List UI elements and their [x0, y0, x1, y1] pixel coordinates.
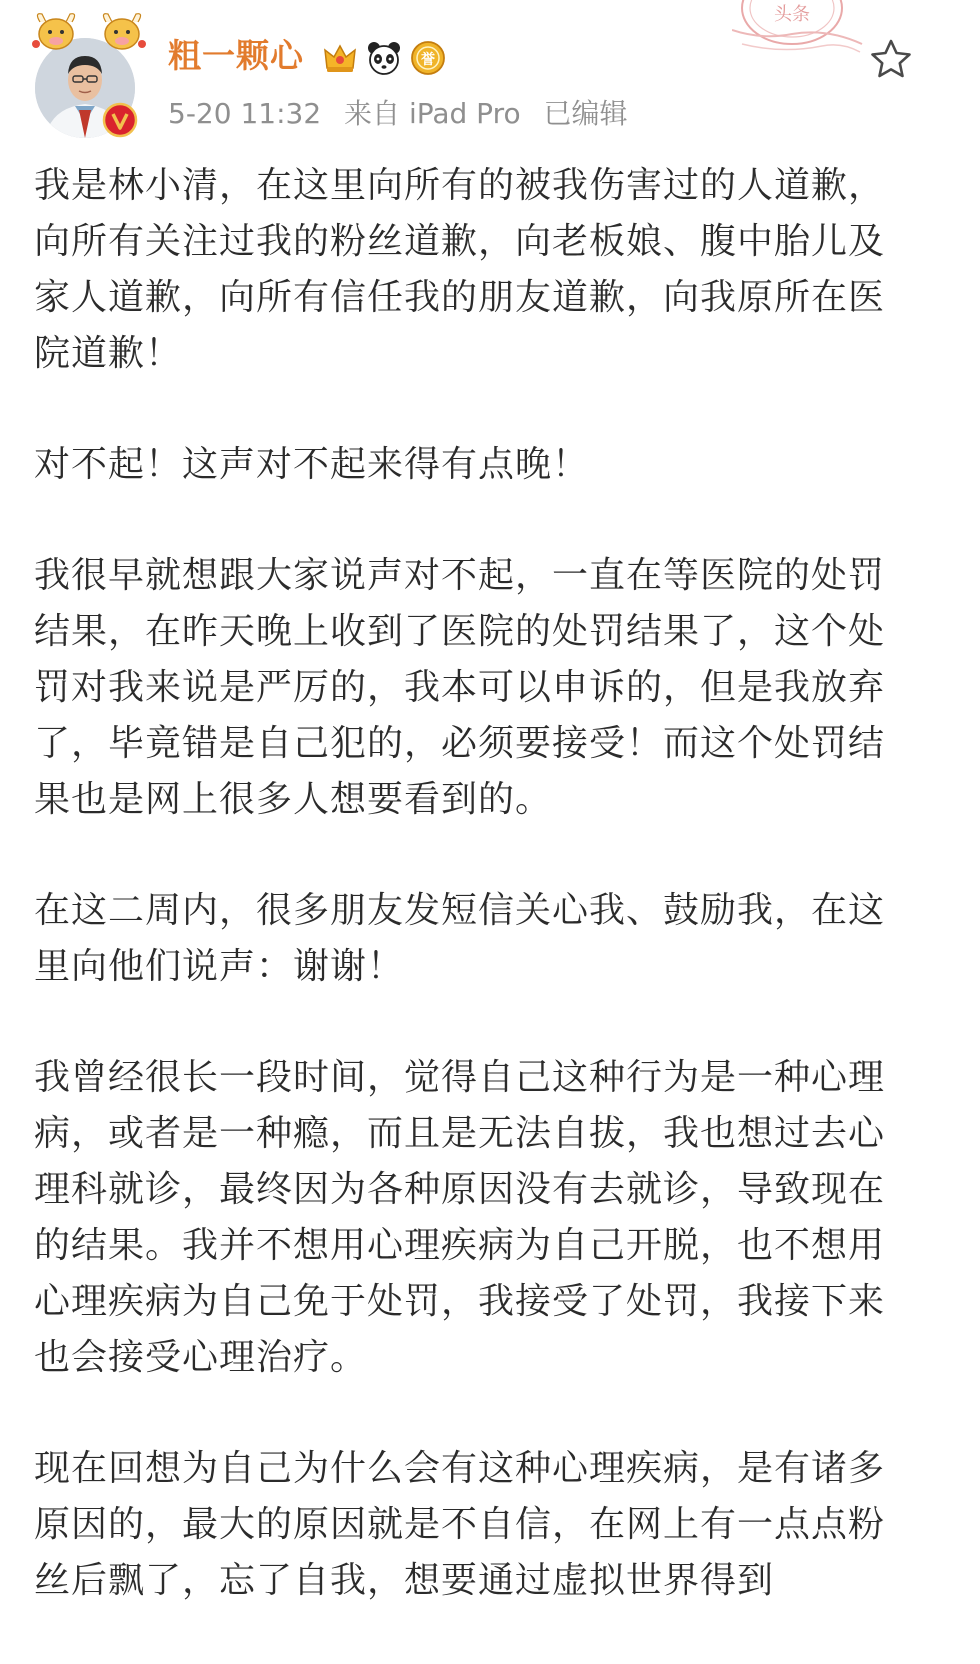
post-source[interactable]: 来自 iPad Pro: [344, 97, 521, 130]
post-paragraph: 现在回想为自己为什么会有这种心理疾病，是有诸多原因的，最大的原因就是不自信，在网上有一点点粉丝后飘了，忘了自我，想要通过虚拟世界得到: [34, 1448, 886, 1601]
honor-badge-icon[interactable]: [410, 40, 446, 76]
author-name[interactable]: 粗一颗心: [168, 36, 304, 75]
stamp-text: 头条: [774, 4, 810, 25]
post-header: [0, 0, 980, 150]
toutiao-stamp-icon: [732, 0, 868, 60]
post-meta: [168, 92, 642, 132]
verified-v-icon: [102, 102, 138, 138]
post-edited-label[interactable]: 已编辑: [543, 97, 628, 130]
post-paragraph: 我很早就想跟大家说声对不起，一直在等医院的处罚结果，在昨天晚上收到了医院的处罚结果了，这个处罚对我来说是严厉的，我本可以申诉的，但是我放弃了，毕竟错是自己犯的，必须要接受！而这个处罚结果也是网上很多人想要看到的。: [34, 555, 886, 820]
post-timestamp: 5-20 11:32: [168, 97, 322, 130]
post-paragraph: 我曾经很长一段时间，觉得自己这种行为是一种心理病，或者是一种瘾，而且是无法自拔，我也想过去心理科就诊，最终因为各种原因没有去就诊，导致现在的结果。我并不想用心理疾病为自己开脱，也不想用心理疾病为自己免于处罚，我接受了处罚，我接下来也会接受心理治疗。: [34, 1057, 886, 1378]
svg-text:誉: 誉: [421, 52, 435, 68]
ox-zodiac-icon: [30, 8, 82, 52]
ox-zodiac-icon: [96, 8, 148, 52]
post-paragraph: 对不起！这声对不起来得有点晚！: [34, 444, 590, 485]
post-paragraph: 我是林小清，在这里向所有的被我伤害过的人道歉，向所有关注过我的粉丝道歉，向老板娘、腹中胎儿及家人道歉，向所有信任我的朋友道歉，向我原所在医院道歉！: [34, 165, 886, 374]
star-outline-icon[interactable]: [870, 38, 912, 80]
crown-badge-icon[interactable]: [322, 40, 358, 76]
post-body: [34, 158, 894, 1664]
panda-badge-icon[interactable]: [366, 40, 402, 76]
author-avatar-group[interactable]: [30, 8, 160, 138]
post-paragraph: 在这二周内，很多朋友发短信关心我、鼓励我，在这里向他们说声：谢谢！: [34, 890, 886, 987]
